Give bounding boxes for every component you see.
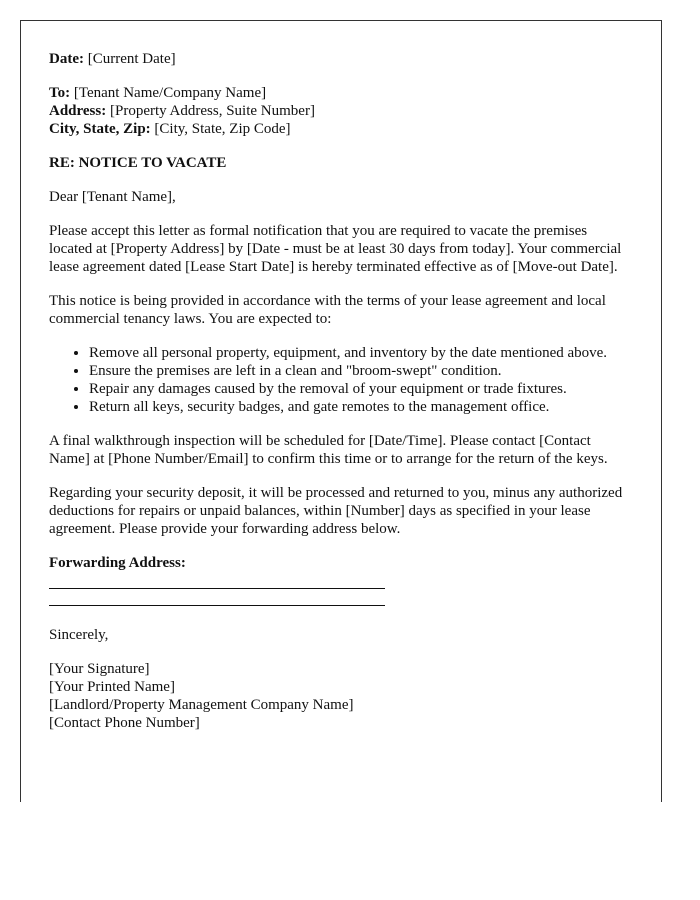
city-value: [City, State, Zip Code] [154, 121, 291, 137]
closing: Sincerely, [49, 627, 109, 643]
letter-page [20, 20, 662, 802]
company-name-line: [Landlord/Property Management Company Name] [49, 697, 354, 713]
address-label: Address: [49, 103, 107, 119]
date-line [49, 50, 633, 68]
printed-name-line: [Your Printed Name] [49, 679, 175, 695]
list-item: • Ensure the premises are left in a clean and "broom-swept" condition. [89, 362, 633, 380]
requirements-list [49, 344, 633, 416]
forwarding-address-line-2 [49, 589, 385, 606]
list-item: • Repair any damages caused by the removal of your equipment or trade fixtures. [89, 380, 633, 398]
list-item: • Return all keys, security badges, and gate remotes to the management office. [89, 398, 633, 416]
subject-text: RE: NOTICE TO VACATE [49, 155, 227, 171]
address-value: [Property Address, Suite Number] [109, 103, 315, 119]
forwarding-address-lines [49, 572, 633, 606]
signature-block [49, 660, 633, 732]
list-item: • Remove all personal property, equipment, and inventory by the date mentioned above. [89, 344, 633, 362]
paragraph-deposit: Regarding your security deposit, it will be processed and returned to you, minus any authorized deductions for repairs or unpaid balances, within [Number] days as specified in your lease agreement. Please provide your forwarding address below. [49, 485, 623, 537]
paragraph-notice: Please accept this letter as formal notification that you are required to vacate the premises located at [Property Address] by [Date - must be at least 30 days from today]. Your commercial lease agreement dated [Lease Start Date] is hereby terminated effective as of [Move-out Date]. [49, 223, 622, 275]
date-value: [Current Date] [87, 51, 176, 67]
forwarding-label-text: Forwarding Address: [49, 555, 186, 571]
subject-line [49, 154, 633, 172]
forwarding-address-line-1 [49, 572, 385, 589]
city-label: City, State, Zip: [49, 121, 151, 137]
to-value: [Tenant Name/Company Name] [73, 85, 267, 101]
signature-line: [Your Signature] [49, 661, 150, 677]
recipient-block [49, 84, 633, 138]
salutation: Dear [Tenant Name], [49, 189, 176, 205]
contact-phone-line: [Contact Phone Number] [49, 715, 200, 731]
paragraph-terms: This notice is being provided in accordance with the terms of your lease agreement and local commercial tenancy laws. You are expected to: [49, 293, 606, 327]
forwarding-address-label [49, 554, 633, 572]
date-label: Date: [49, 51, 84, 67]
to-label: To: [49, 85, 71, 101]
paragraph-inspection: A final walkthrough inspection will be scheduled for [Date/Time]. Please contact [Contact Name] at [Phone Number/Email] to confirm this time or to arrange for the return of the keys. [49, 433, 608, 467]
